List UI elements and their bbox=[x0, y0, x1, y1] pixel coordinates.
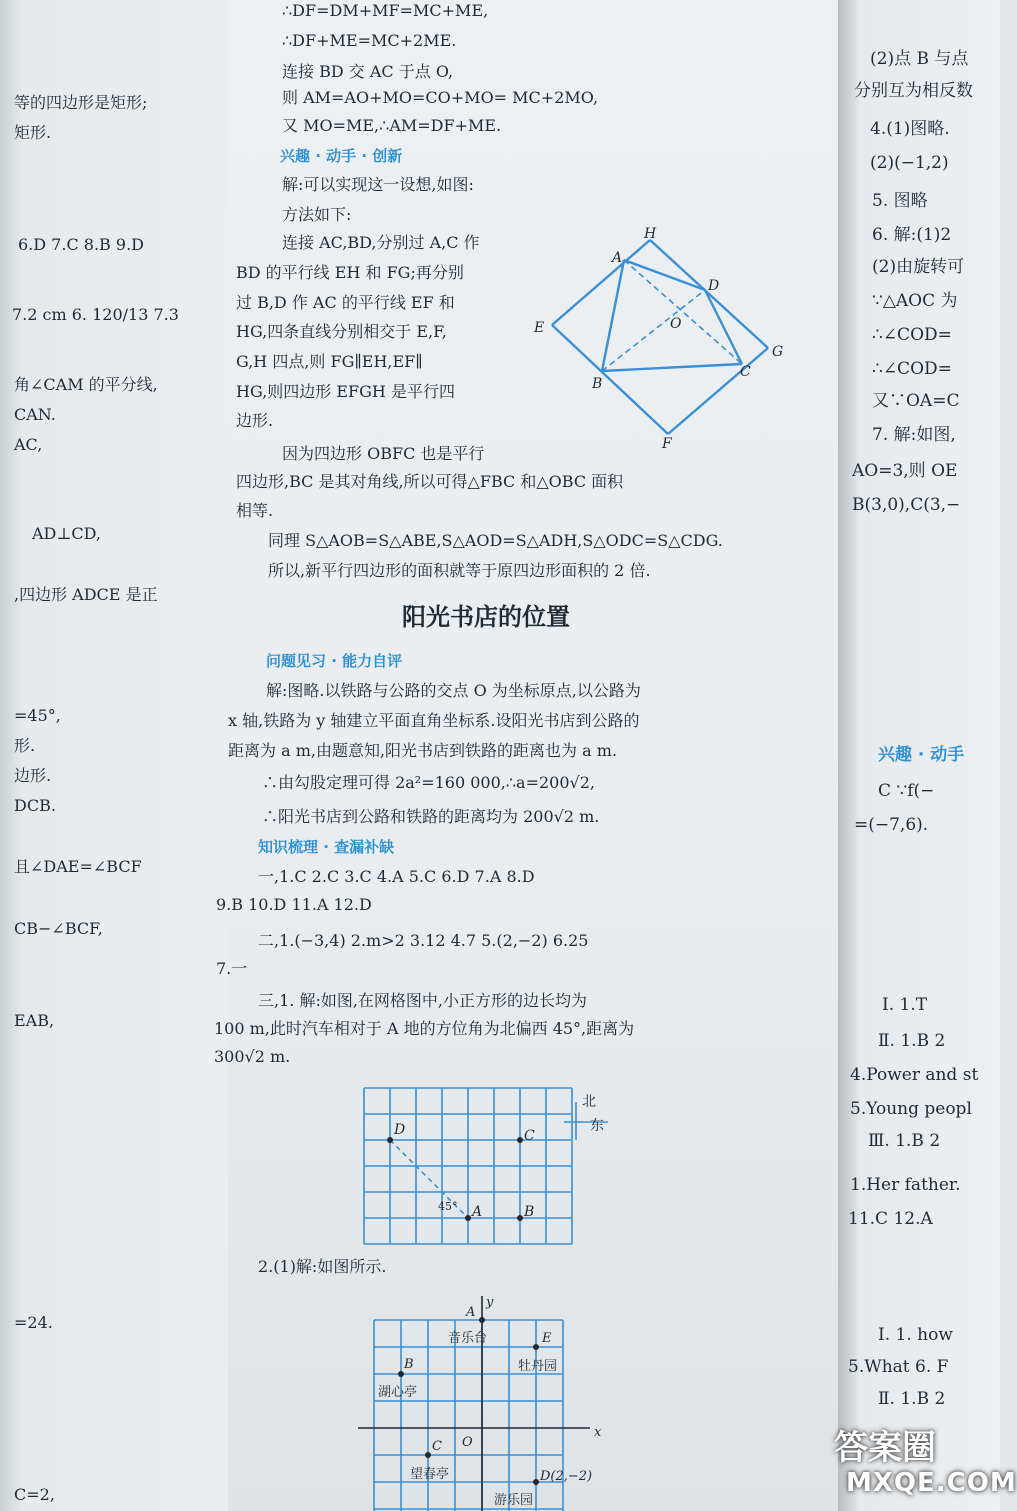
answer-line: 7.一 bbox=[216, 959, 248, 978]
label-d: D bbox=[394, 1122, 406, 1138]
body-line: 同理 S△AOB=S△ABE,S△AOD=S△ADH,S△ODC=S△CDG. bbox=[268, 531, 723, 550]
proof-line: 则 AM=AO+MO=CO+MO= MC+2MO, bbox=[282, 88, 599, 107]
body-line: 300√2 m. bbox=[214, 1047, 291, 1066]
answer-line: 一,1.C 2.C 3.C 4.A 5.C 6.D 7.A 8.D bbox=[258, 867, 535, 886]
label-a: A bbox=[472, 1204, 483, 1220]
right-text-line: 6. 解:(1)2 bbox=[872, 225, 952, 245]
park-map-figure bbox=[358, 1290, 608, 1511]
label-o: O bbox=[462, 1435, 473, 1450]
watermark-domain: MXQE.COM bbox=[846, 1468, 1017, 1498]
body-line: HG,四条直线分别相交于 E,F, bbox=[236, 322, 447, 341]
left-text-line: EAB, bbox=[14, 1011, 55, 1030]
label-c: C bbox=[524, 1128, 535, 1144]
right-text-line: ∴∠COD= bbox=[872, 325, 952, 345]
right-text-line: 又∵OA=C bbox=[872, 391, 960, 411]
right-text-line: (2)点 B 与点 bbox=[870, 49, 969, 69]
left-text-line: =45°, bbox=[14, 706, 61, 725]
right-text-line: Ⅰ. 1. how bbox=[878, 1325, 953, 1345]
proof-line: 又 MO=ME,∴AM=DF+ME. bbox=[282, 116, 502, 135]
parallelogram-figure bbox=[530, 226, 790, 452]
left-text-line: CAN. bbox=[14, 405, 56, 424]
line-dc bbox=[705, 290, 742, 364]
left-text-line: 6.D 7.C 8.B 9.D bbox=[18, 235, 144, 254]
left-text-line: DCB. bbox=[14, 796, 56, 815]
left-text-line: AC, bbox=[14, 435, 43, 454]
label-b: B bbox=[592, 376, 603, 392]
label-spring-pavilion: 望春亭 bbox=[410, 1467, 450, 1482]
label-a: A bbox=[612, 250, 623, 266]
body-line: BD 的平行线 EH 和 FG;再分别 bbox=[236, 263, 464, 282]
line-bc bbox=[602, 364, 742, 371]
line-ad bbox=[624, 260, 705, 290]
right-text-line: (2)由旋转可 bbox=[872, 257, 965, 277]
label-c: C bbox=[432, 1439, 442, 1454]
label-h: H bbox=[644, 226, 657, 242]
watermark-title: 答案圈 bbox=[834, 1428, 936, 1468]
label-d: D(2,−2) bbox=[540, 1469, 593, 1484]
label-east: 东 bbox=[590, 1118, 604, 1134]
main-page bbox=[214, 0, 838, 1511]
label-amusement-park: 游乐园 bbox=[494, 1493, 534, 1508]
label-lake-pavilion: 湖心亭 bbox=[378, 1385, 418, 1400]
right-text-line: 7. 解:如图, bbox=[872, 425, 956, 445]
right-text-line: 4.Power and st bbox=[850, 1065, 979, 1085]
body-line: ∴阳光书店到公路和铁路的距离均为 200√2 m. bbox=[262, 807, 600, 826]
left-text-line: =24. bbox=[14, 1313, 53, 1332]
body-line: 方法如下: bbox=[282, 205, 352, 224]
left-text-line: 角∠CAM 的平分线, bbox=[14, 375, 158, 394]
body-line: 过 B,D 作 AC 的平行线 EF 和 bbox=[236, 293, 455, 312]
label-e: E bbox=[542, 1331, 552, 1346]
label-o: O bbox=[670, 316, 682, 332]
proof-line: 连接 BD 交 AC 于点 O, bbox=[282, 62, 454, 81]
left-text-line: CB−∠BCF, bbox=[14, 919, 103, 938]
label-b: B bbox=[524, 1204, 535, 1220]
proof-line: ∴DF=DM+MF=MC+ME, bbox=[282, 1, 489, 20]
body-line: x 轴,铁路为 y 轴建立平面直角坐标系.设阳光书店到公路的 bbox=[228, 711, 640, 730]
right-text-line: B(3,0),C(3,− bbox=[852, 495, 961, 515]
body-line: 解:图略.以铁路与公路的交点 O 为坐标原点,以公路为 bbox=[266, 681, 641, 700]
left-text-line: 等的四边形是矩形; bbox=[14, 93, 148, 112]
right-text-line: AO=3,则 OE bbox=[852, 461, 958, 481]
section-heading: 知识梳理 · 查漏补缺 bbox=[258, 838, 395, 856]
label-f: F bbox=[662, 436, 672, 452]
label-north: 北 bbox=[582, 1094, 596, 1110]
label-y: y bbox=[486, 1295, 494, 1310]
body-line: 距离为 a m,由题意知,阳光书店到铁路的距离也为 a m. bbox=[228, 741, 618, 760]
body-line: 四边形,BC 是其对角线,所以可得△FBC 和△OBC 面积 bbox=[236, 472, 624, 491]
section-heading: 问题见习 · 能力自评 bbox=[266, 652, 403, 670]
body-line: 解:可以实现这一设想,如图: bbox=[282, 175, 474, 194]
label-d: D bbox=[708, 278, 720, 294]
body-line: ∴由勾股定理可得 2a²=160 000,∴a=200√2, bbox=[262, 773, 596, 792]
label-peony-garden: 牡丹园 bbox=[518, 1359, 558, 1374]
diagonal-ac bbox=[624, 260, 742, 364]
line-hg bbox=[650, 240, 768, 348]
body-line: HG,则四边形 EFGH 是平行四 bbox=[236, 382, 455, 401]
section-heading: 兴趣 · 动手 · 创新 bbox=[280, 147, 403, 165]
body-line: 三,1. 解:如图,在网格图中,小正方形的边长均为 bbox=[258, 991, 588, 1010]
right-text-line: ∵△AOC 为 bbox=[872, 291, 958, 311]
right-text-line: C ∵f(− bbox=[878, 781, 935, 801]
right-text-line: Ⅰ. 1.T bbox=[882, 995, 928, 1015]
label-g: G bbox=[772, 344, 784, 360]
label-angle: 45° bbox=[438, 1200, 458, 1213]
left-page bbox=[0, 0, 228, 1511]
proof-line: ∴DF+ME=MC+2ME. bbox=[282, 31, 457, 50]
right-text-line: 4.(1)图略. bbox=[870, 119, 950, 139]
right-text-line: 5.Young peopl bbox=[850, 1099, 972, 1119]
body-line: 100 m,此时汽车相对于 A 地的方位角为北偏西 45°,距离为 bbox=[214, 1019, 635, 1038]
left-text-line: 边形. bbox=[14, 766, 52, 785]
right-text-line: Ⅱ. 1.B 2 bbox=[878, 1031, 946, 1051]
line-ab bbox=[602, 260, 624, 371]
diagonal-bd bbox=[602, 290, 705, 371]
body-line: 边形. bbox=[236, 411, 274, 430]
right-text-line: =(−7,6). bbox=[854, 815, 929, 835]
section-title: 阳光书店的位置 bbox=[402, 603, 570, 631]
body-line: G,H 四点,则 FG∥EH,EF∥ bbox=[236, 352, 423, 371]
right-text-line: 11.C 12.A bbox=[848, 1209, 933, 1229]
left-text-line: 矩形. bbox=[14, 123, 52, 142]
right-text-line: 分别互为相反数 bbox=[854, 81, 973, 101]
right-page bbox=[838, 0, 1000, 1511]
right-text-line: ∴∠COD= bbox=[872, 359, 952, 379]
left-text-line: 形. bbox=[14, 736, 36, 755]
body-line: 所以,新平行四边形的面积就等于原四边形面积的 2 倍. bbox=[268, 561, 651, 580]
left-text-line: ,四边形 ADCE 是正 bbox=[14, 585, 158, 604]
watermark-logo bbox=[828, 1420, 1017, 1511]
answer-line: 9.B 10.D 11.A 12.D bbox=[216, 895, 372, 914]
label-stage: 音乐台 bbox=[448, 1331, 488, 1346]
section-heading: 兴趣 · 动手 bbox=[878, 745, 965, 765]
label-x: x bbox=[594, 1425, 602, 1440]
bearing-grid-figure bbox=[358, 1082, 618, 1252]
label-e: E bbox=[534, 320, 545, 336]
right-text-line: Ⅲ. 1.B 2 bbox=[868, 1131, 941, 1151]
right-text-line: (2)(−1,2) bbox=[870, 153, 949, 173]
body-line: 2.(1)解:如图所示. bbox=[258, 1257, 387, 1276]
left-text-line: AD⊥CD, bbox=[32, 524, 102, 543]
line-fe bbox=[552, 325, 668, 434]
line-gf bbox=[668, 348, 768, 434]
right-text-line: 5.What 6. F bbox=[848, 1357, 949, 1377]
body-line: 连接 AC,BD,分别过 A,C 作 bbox=[282, 233, 480, 252]
body-line: 相等. bbox=[236, 501, 274, 520]
label-a: A bbox=[466, 1305, 476, 1320]
line-eh bbox=[552, 240, 650, 325]
left-text-line: C=2, bbox=[14, 1485, 55, 1504]
right-text-line: 5. 图略 bbox=[872, 191, 928, 211]
right-text-line: 1.Her father. bbox=[850, 1175, 961, 1195]
label-b: B bbox=[404, 1357, 414, 1372]
answer-line: 二,1.(−3,4) 2.m>2 3.12 4.7 5.(2,−2) 6.25 bbox=[258, 931, 589, 950]
left-text-line: 且∠DAE=∠BCF bbox=[14, 857, 142, 876]
left-text-line: 7.2 cm 6. 120/13 7.3 bbox=[12, 305, 179, 324]
label-c: C bbox=[740, 364, 751, 380]
body-line: 因为四边形 OBFC 也是平行 bbox=[282, 444, 485, 463]
right-text-line: Ⅱ. 1.B 2 bbox=[878, 1389, 946, 1409]
